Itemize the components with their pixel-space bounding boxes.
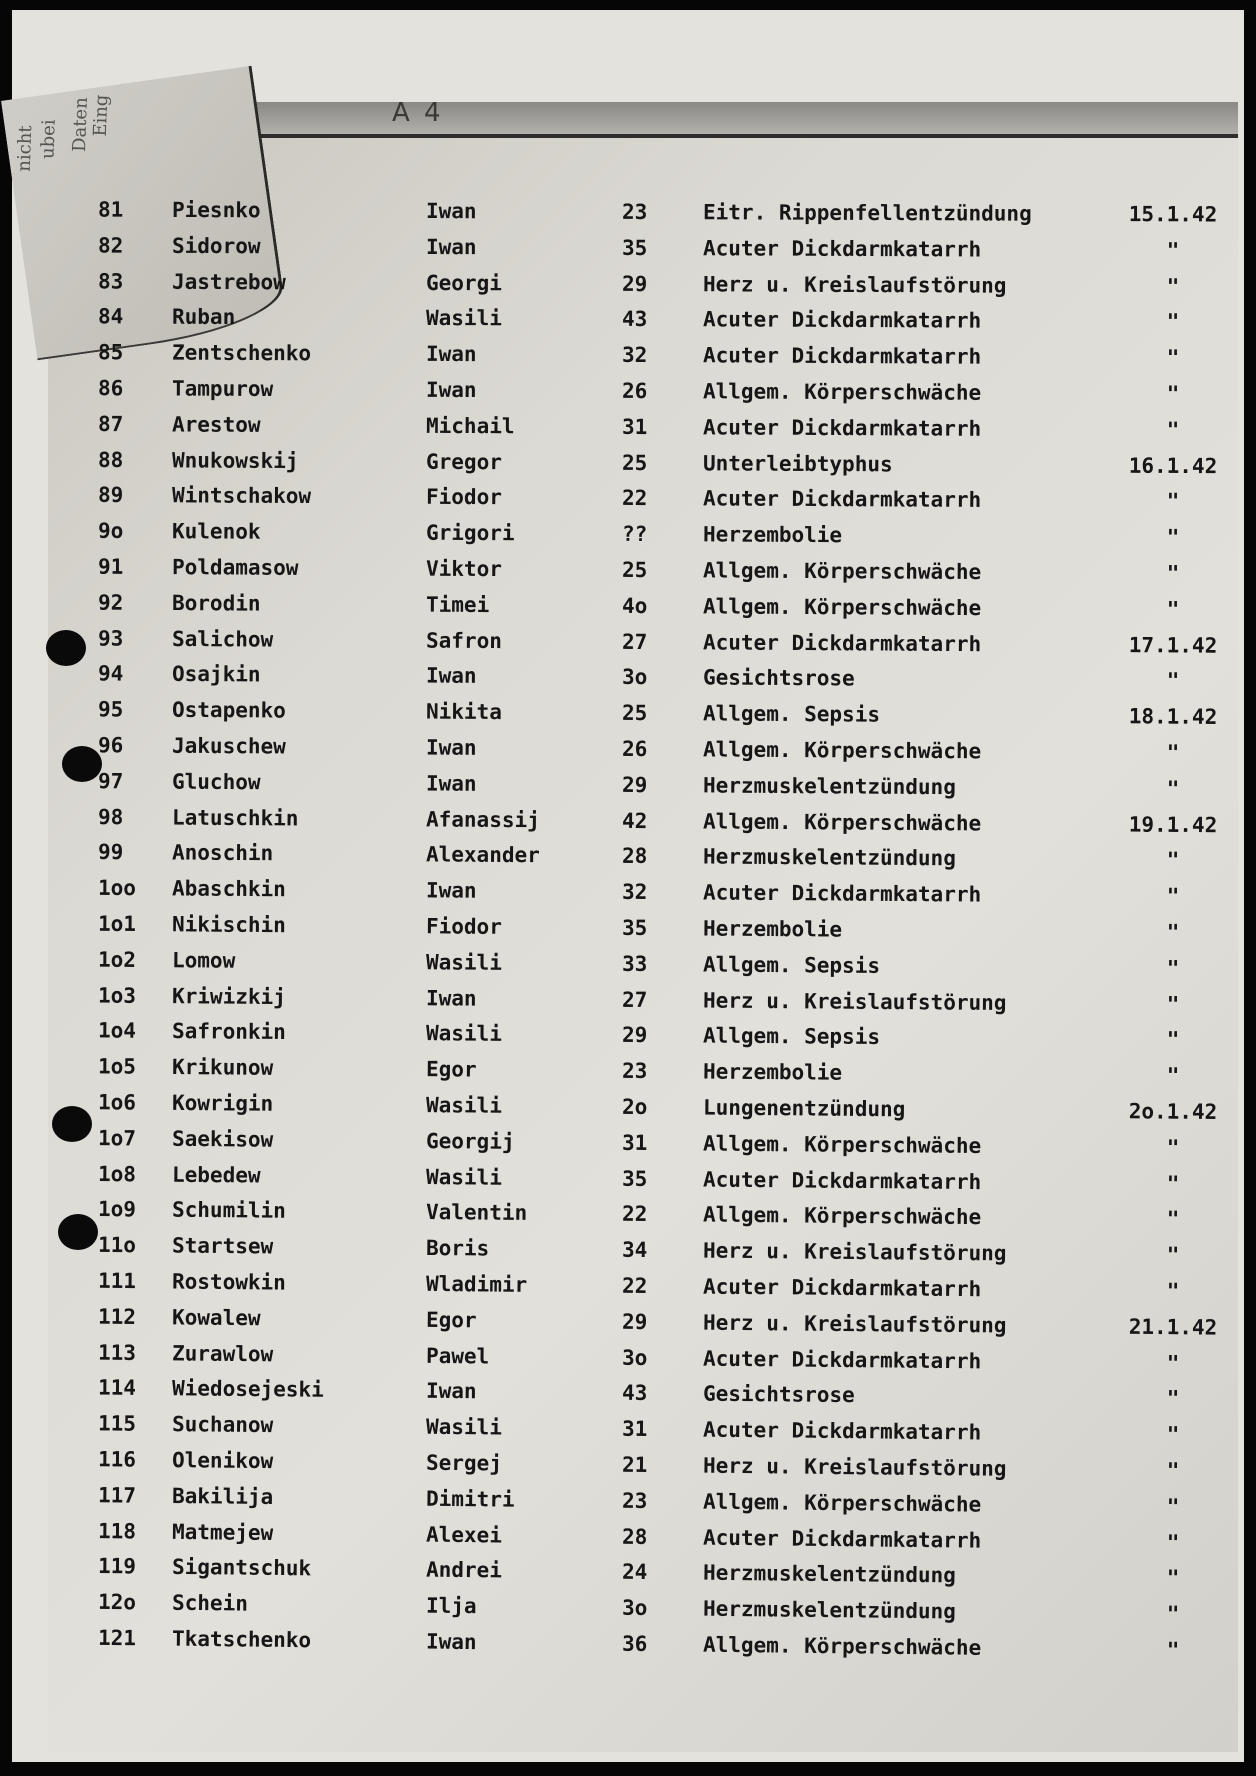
entry-number: 83 [97, 269, 124, 294]
age-cell: 22 [621, 1202, 648, 1227]
entry-number: 111 [97, 1268, 137, 1294]
table-row [48, 412, 1238, 452]
entry-number: 97 [97, 768, 124, 794]
first-name-cell: Wasili [425, 306, 502, 331]
first-name-cell: Viktor [425, 556, 502, 582]
surname-cell: Schumilin [171, 1198, 286, 1224]
surname-cell: Ostapenko [171, 697, 286, 723]
first-name-cell: Iwan [425, 878, 477, 903]
cause-of-death-cell: Allgem. Körperschwäche [702, 1202, 982, 1230]
first-name-cell: Wasili [425, 1093, 503, 1118]
first-name-cell: Georgij [425, 1128, 515, 1154]
cause-of-death-cell: Allgem. Körperschwäche [702, 594, 982, 620]
age-cell: 29 [621, 271, 648, 296]
entry-number: 116 [97, 1447, 137, 1472]
surname-cell: Wiedosejeski [171, 1376, 324, 1403]
age-cell: 29 [621, 772, 648, 797]
first-name-cell: Wasili [425, 1414, 503, 1440]
surname-cell: Zentschenko [171, 340, 312, 366]
stamp-line: Eing [89, 94, 113, 137]
date-cell: " [1166, 1171, 1180, 1196]
age-cell: 31 [621, 1130, 648, 1155]
entry-number: 85 [97, 340, 124, 365]
date-cell: " [1166, 1386, 1180, 1411]
entry-number: 92 [97, 590, 124, 615]
date-cell: " [1166, 848, 1180, 873]
age-cell: 32 [621, 880, 648, 905]
first-name-cell: Andrei [425, 1558, 503, 1583]
first-name-cell: Alexander [425, 842, 540, 868]
entry-number: 1o6 [97, 1090, 137, 1115]
surname-cell: Wintschakow [171, 483, 312, 509]
date-cell: " [1166, 597, 1180, 622]
cause-of-death-cell: Allgem. Sepsis [702, 1023, 881, 1050]
surname-cell: Startsew [171, 1233, 274, 1259]
cause-of-death-cell: Acuter Dickdarmkatarrh [702, 486, 982, 513]
cause-of-death-cell: Herz u. Kreislaufstörung [702, 1453, 1007, 1481]
age-cell: 29 [621, 1023, 648, 1048]
date-cell: 17.1.42 [1128, 632, 1218, 658]
cause-of-death-cell: Herz u. Kreislaufstörung [702, 1310, 1007, 1338]
first-name-cell: Fiodor [425, 485, 502, 510]
first-name-cell: Wasili [425, 1164, 503, 1190]
cause-of-death-cell: Allgem. Körperschwäche [702, 737, 982, 764]
surname-cell: Lebedew [171, 1162, 261, 1188]
table-row [48, 697, 1238, 739]
cause-of-death-cell: Unterleibtyphus [702, 450, 893, 476]
first-name-cell: Boris [425, 1236, 490, 1261]
age-cell: 3o [621, 1595, 648, 1621]
stamp-line: ubei [37, 119, 60, 160]
date-cell: " [1166, 1063, 1180, 1088]
age-cell: 27 [621, 987, 648, 1012]
surname-cell: Tkatschenko [171, 1626, 312, 1653]
document-sheet [13, 94, 1238, 1752]
surname-cell: Wnukowskij [171, 447, 299, 473]
entry-number: 9o [97, 518, 124, 544]
entry-number: 12o [97, 1590, 137, 1615]
table-row [48, 269, 1238, 309]
first-name-cell: Ilja [425, 1593, 477, 1619]
surname-cell: Suchanow [171, 1412, 274, 1438]
date-cell: 19.1.42 [1128, 812, 1218, 837]
age-cell: 31 [621, 414, 648, 439]
entry-number: 95 [97, 697, 124, 722]
first-name-cell: Grigori [425, 520, 515, 546]
sheet-label: A 4 [392, 98, 444, 128]
surname-cell: Jakuschew [171, 733, 286, 759]
entry-number: 119 [97, 1554, 137, 1579]
age-cell: 24 [621, 1560, 648, 1585]
entry-number: 96 [97, 733, 124, 758]
first-name-cell: Iwan [425, 985, 477, 1011]
first-name-cell: Iwan [425, 1629, 477, 1655]
entry-number: 87 [97, 411, 124, 436]
cause-of-death-cell: Acuter Dickdarmkatarrh [702, 1525, 982, 1553]
age-cell: 35 [621, 1166, 648, 1191]
first-name-cell: Michail [425, 413, 515, 439]
age-cell: 22 [621, 1273, 648, 1299]
date-cell: " [1166, 1207, 1180, 1232]
date-cell: " [1166, 991, 1180, 1016]
first-name-cell: Iwan [425, 199, 477, 224]
first-name-cell: Iwan [425, 234, 477, 260]
entry-number: 1o1 [97, 911, 137, 937]
surname-cell: Safronkin [171, 1019, 286, 1045]
age-cell: 26 [621, 736, 648, 762]
age-cell: 25 [621, 557, 648, 583]
date-cell: 2o.1.42 [1128, 1099, 1218, 1125]
surname-cell: Rostowkin [171, 1269, 286, 1295]
cause-of-death-cell: Herzmuskelentzündung [702, 1561, 957, 1588]
entry-number: 84 [97, 304, 124, 329]
age-cell: 25 [621, 450, 648, 475]
punch-hole [46, 630, 86, 666]
entry-number: 113 [97, 1340, 137, 1365]
date-cell: 18.1.42 [1128, 704, 1218, 730]
entry-number: 112 [97, 1304, 137, 1329]
cause-of-death-cell: Allgem. Körperschwäche [702, 379, 982, 405]
date-cell: 21.1.42 [1128, 1314, 1218, 1340]
entry-number: 1o3 [97, 983, 137, 1008]
first-name-cell: Gregor [425, 449, 502, 474]
entry-number: 91 [97, 554, 124, 579]
entry-number: 1o7 [97, 1125, 137, 1151]
surname-cell: Latuschkin [171, 805, 299, 831]
cause-of-death-cell: Eitr. Rippenfellentzündung [702, 200, 1032, 226]
entry-number: 93 [97, 626, 124, 651]
first-name-cell: Pawel [425, 1343, 490, 1369]
cause-of-death-cell: Acuter Dickdarmkatarrh [702, 880, 982, 907]
surname-cell: Tampurow [171, 376, 274, 402]
age-cell: 31 [621, 1416, 648, 1442]
date-cell: 15.1.42 [1128, 202, 1218, 227]
cause-of-death-cell: Gesichtsrose [702, 1381, 855, 1408]
cause-of-death-cell: Herzmuskelentzündung [702, 1596, 957, 1624]
entry-number: 1oo [97, 876, 137, 901]
cause-of-death-cell: Herz u. Kreislaufstörung [702, 271, 1007, 298]
age-cell: 43 [621, 1381, 648, 1406]
table-row [48, 590, 1238, 631]
date-cell: " [1166, 1458, 1180, 1483]
date-cell: " [1166, 274, 1180, 299]
cause-of-death-cell: Acuter Dickdarmkatarrh [702, 1346, 982, 1373]
surname-cell: Sidorow [171, 233, 261, 259]
cause-of-death-cell: Allgem. Körperschwäche [702, 558, 982, 585]
entry-number: 1o4 [97, 1018, 137, 1044]
age-cell: 33 [621, 951, 648, 976]
cause-of-death-cell: Acuter Dickdarmkatarrh [702, 307, 982, 334]
first-name-cell: Iwan [425, 663, 477, 689]
table-row [48, 197, 1238, 236]
first-name-cell: Timei [425, 592, 490, 617]
punch-hole [52, 1106, 92, 1142]
age-cell: 27 [621, 629, 648, 654]
entry-number: 94 [97, 661, 124, 686]
cause-of-death-cell: Acuter Dickdarmkatarrh [702, 629, 982, 656]
age-cell: 42 [621, 808, 648, 833]
first-name-cell: Wasili [425, 1021, 503, 1047]
first-name-cell: Nikita [425, 699, 502, 725]
entry-number: 82 [97, 233, 124, 258]
date-cell: " [1166, 776, 1180, 801]
age-cell: 23 [621, 1488, 648, 1513]
age-cell: 36 [621, 1631, 648, 1657]
date-cell: " [1166, 920, 1180, 945]
date-cell: " [1166, 561, 1180, 586]
age-cell: 23 [621, 1059, 648, 1084]
age-cell: ?? [621, 522, 648, 547]
date-cell: " [1166, 1422, 1180, 1447]
first-name-cell: Iwan [425, 377, 477, 403]
age-cell: 25 [621, 701, 648, 726]
date-cell: " [1166, 1602, 1180, 1627]
date-cell: " [1166, 381, 1180, 406]
surname-cell: Salichow [171, 626, 274, 652]
surname-cell: Borodin [171, 590, 261, 616]
surname-cell: Zurawlow [171, 1340, 274, 1366]
entry-number: 99 [97, 840, 124, 865]
surname-cell: Nikischin [171, 912, 286, 938]
table-row [48, 769, 1238, 812]
table-row [48, 519, 1238, 560]
entry-number: 117 [97, 1482, 137, 1508]
first-name-cell: Alexei [425, 1522, 503, 1548]
cause-of-death-cell: Allgem. Körperschwäche [702, 1489, 982, 1517]
entry-number: 1o9 [97, 1197, 137, 1222]
table-row [48, 340, 1238, 380]
cause-of-death-cell: Allgem. Körperschwäche [702, 1131, 982, 1158]
age-cell: 28 [621, 1524, 648, 1549]
cause-of-death-cell: Gesichtsrose [702, 665, 855, 691]
first-name-cell: Egor [425, 1057, 477, 1082]
punch-hole [58, 1214, 98, 1250]
table-row [48, 661, 1238, 703]
surname-cell: Abaschkin [171, 876, 286, 902]
first-name-cell: Fiodor [425, 914, 502, 939]
age-cell: 22 [621, 486, 648, 511]
age-cell: 35 [621, 235, 648, 260]
entry-number: 86 [97, 376, 124, 401]
date-cell: " [1166, 1243, 1180, 1268]
date-cell: " [1166, 1279, 1180, 1304]
entry-number: 114 [97, 1375, 137, 1401]
age-cell: 21 [621, 1452, 648, 1478]
date-cell: " [1166, 956, 1180, 981]
entry-number: 121 [97, 1625, 137, 1651]
cause-of-death-cell: Acuter Dickdarmkatarrh [702, 236, 982, 262]
date-cell: " [1166, 309, 1180, 335]
surname-cell: Osajkin [171, 662, 261, 687]
surname-cell: Saekisow [171, 1126, 274, 1152]
age-cell: 3o [621, 1345, 648, 1370]
entry-number: 1o2 [97, 947, 137, 972]
surname-cell: Ruban [171, 305, 236, 330]
cause-of-death-cell: Acuter Dickdarmkatarrh [702, 1274, 982, 1302]
first-name-cell: Dimitri [425, 1486, 515, 1512]
age-cell: 29 [621, 1309, 648, 1334]
date-cell: " [1166, 884, 1180, 909]
age-cell: 43 [621, 307, 648, 332]
table-row [48, 483, 1238, 524]
surname-cell: Gluchow [171, 769, 261, 795]
cause-of-death-cell: Allgem. Körperschwäche [702, 809, 982, 836]
date-cell: " [1166, 1530, 1180, 1555]
cause-of-death-cell: Herzembolie [702, 522, 843, 548]
surname-cell: Olenikow [171, 1448, 274, 1474]
surname-cell: Bakilija [171, 1483, 274, 1509]
entry-number: 81 [97, 197, 124, 222]
date-cell: " [1166, 740, 1180, 765]
entry-number: 118 [97, 1518, 137, 1544]
date-cell: " [1166, 238, 1180, 263]
cause-of-death-cell: Allgem. Körperschwäche [702, 1632, 982, 1660]
surname-cell: Sigantschuk [171, 1555, 312, 1581]
surname-cell: Kowrigin [171, 1090, 274, 1116]
cause-of-death-cell: Allgem. Sepsis [702, 701, 881, 727]
first-name-cell: Iwan [425, 735, 477, 760]
age-cell: 32 [621, 343, 648, 368]
date-cell: " [1166, 1027, 1180, 1052]
stamp-line: Daten [68, 96, 92, 153]
first-name-cell: Iwan [425, 342, 477, 367]
date-cell: " [1166, 525, 1180, 550]
surname-cell: Arestow [171, 412, 261, 437]
date-cell: " [1166, 1566, 1180, 1591]
cause-of-death-cell: Acuter Dickdarmkatarrh [702, 1417, 982, 1445]
entry-number: 88 [97, 447, 124, 472]
table-row [48, 376, 1238, 416]
date-cell: " [1166, 345, 1180, 370]
cause-of-death-cell: Herzmuskelentzündung [702, 773, 956, 800]
cause-of-death-cell: Acuter Dickdarmkatarrh [702, 1167, 982, 1194]
surname-cell: Schein [171, 1590, 249, 1616]
table-row [48, 304, 1238, 344]
cause-of-death-cell: Acuter Dickdarmkatarrh [702, 415, 982, 441]
entry-number: 89 [97, 483, 124, 508]
entry-number: 11o [97, 1233, 137, 1258]
date-cell: " [1166, 1135, 1180, 1160]
first-name-cell: Wasili [425, 950, 503, 975]
date-cell: " [1166, 668, 1180, 693]
surname-cell: Kriwizkij [171, 983, 286, 1009]
entry-number: 115 [97, 1411, 137, 1436]
entry-number: 1o8 [97, 1161, 137, 1186]
surname-cell: Lomow [171, 948, 236, 973]
date-cell: " [1166, 489, 1180, 514]
first-name-cell: Iwan [425, 1379, 477, 1404]
age-cell: 28 [621, 844, 648, 869]
date-cell: 16.1.42 [1128, 453, 1218, 478]
age-cell: 23 [621, 199, 648, 225]
surname-cell: Matmejew [171, 1519, 274, 1545]
table-row [48, 554, 1238, 595]
cause-of-death-cell: Allgem. Sepsis [702, 952, 881, 978]
table-row [48, 626, 1238, 668]
age-cell: 2o [621, 1094, 648, 1120]
date-cell: " [1166, 1350, 1180, 1375]
table-row [48, 447, 1238, 488]
cause-of-death-cell: Herz u. Kreislaufstörung [702, 1238, 1007, 1266]
stamp-line: nicht [13, 125, 37, 172]
first-name-cell: Sergej [425, 1450, 503, 1476]
cause-of-death-cell: Herzmuskelentzündung [702, 844, 956, 871]
age-cell: 4o [621, 593, 648, 618]
entry-number: 98 [97, 804, 124, 829]
age-cell: 34 [621, 1237, 648, 1263]
first-name-cell: Egor [425, 1307, 477, 1333]
age-cell: 35 [621, 915, 648, 941]
age-cell: 26 [621, 378, 648, 404]
cause-of-death-cell: Lungenentzündung [702, 1095, 906, 1122]
surname-cell: Krikunow [171, 1055, 274, 1081]
first-name-cell: Valentin [425, 1200, 528, 1226]
surname-cell: Kulenok [171, 519, 261, 544]
date-cell: " [1166, 417, 1180, 442]
surname-cell: Poldamasow [171, 555, 299, 580]
surname-cell: Jastrebow [171, 269, 286, 294]
cause-of-death-cell: Acuter Dickdarmkatarrh [702, 343, 982, 369]
surname-cell: Anoschin [171, 840, 274, 866]
first-name-cell: Wladimir [425, 1271, 528, 1297]
cause-of-death-cell: Herzembolie [702, 916, 843, 942]
first-name-cell: Iwan [425, 771, 477, 796]
punch-hole [62, 746, 102, 782]
photo-frame [12, 10, 1244, 1762]
cause-of-death-cell: Herz u. Kreislaufstörung [702, 988, 1007, 1015]
date-cell: " [1166, 1637, 1180, 1663]
first-name-cell: Safron [425, 628, 502, 653]
surname-cell: Piesnko [171, 197, 261, 223]
first-name-cell: Georgi [425, 270, 502, 295]
table-row [48, 233, 1238, 272]
table-row [48, 733, 1238, 775]
first-name-cell: Afanassij [425, 807, 540, 832]
surname-cell: Kowalew [171, 1305, 261, 1331]
date-cell: " [1166, 1494, 1180, 1519]
entry-number: 1o5 [97, 1054, 137, 1079]
age-cell: 3o [621, 665, 648, 690]
cause-of-death-cell: Herzembolie [702, 1059, 843, 1085]
